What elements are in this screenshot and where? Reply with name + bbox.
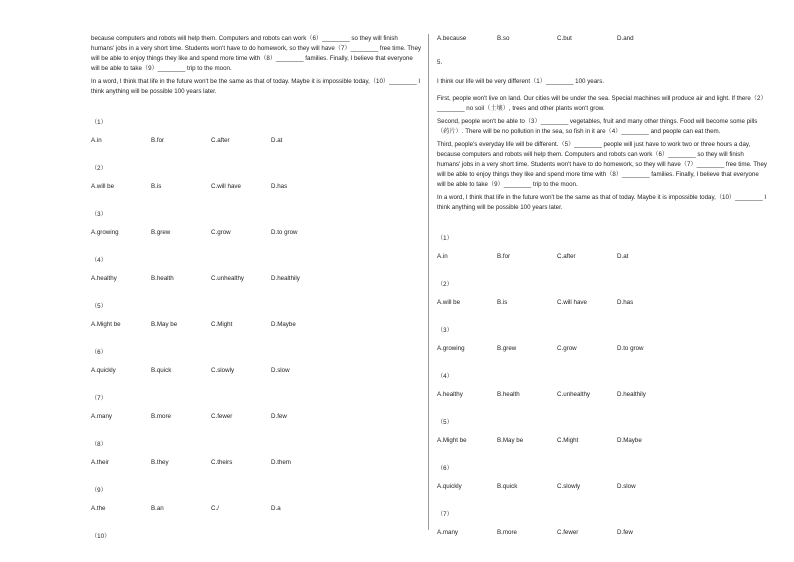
option-b: B.for <box>151 137 165 144</box>
question-block <box>91 440 421 468</box>
option-row <box>91 136 421 146</box>
question-block <box>437 418 767 446</box>
option-b: B.they <box>151 459 169 466</box>
passage-paragraph: First, people won't live on land. Our cities will be under the sea. Special machines will produce air and light. If there（2）________ no soil（土壤）, trees and other plants won't grow. <box>437 95 767 112</box>
option-c: C.unhealthy <box>211 275 245 282</box>
option-c: C.fewer <box>557 529 579 536</box>
option-b: B.quick <box>497 483 518 490</box>
option-d: D.and <box>617 35 634 42</box>
option-b: B.so <box>497 35 510 42</box>
column-divider <box>428 34 429 530</box>
option-a: A.Might be <box>437 437 467 444</box>
option-d: D.few <box>617 529 633 536</box>
passage-paragraph: I think our life will be very different（1）________ 100 years. <box>437 78 605 85</box>
option-b: B.is <box>497 299 508 306</box>
option-c: C.grow <box>557 345 577 352</box>
question-number: （6） <box>91 349 107 356</box>
option-b: B.May be <box>151 321 178 328</box>
question-number: （1） <box>91 119 107 126</box>
question-number: （10） <box>91 533 111 540</box>
question-number: （9） <box>91 487 107 494</box>
question-block <box>437 372 767 400</box>
option-row <box>91 274 421 284</box>
option-c: C.slowly <box>557 483 581 490</box>
option-a: A.growing <box>91 229 119 236</box>
option-d: D.to grow <box>271 229 298 236</box>
question-number: （4） <box>91 257 107 264</box>
option-c: C.unhealthy <box>557 391 591 398</box>
option-b: B.for <box>497 253 511 260</box>
option-a: A.in <box>91 137 102 144</box>
option-b: B.grew <box>497 345 517 352</box>
question-number: （4） <box>437 373 453 380</box>
option-row <box>437 298 767 308</box>
option-row <box>91 458 421 468</box>
option-c: C.grow <box>211 229 231 236</box>
option-a: A.their <box>91 459 109 466</box>
option-c: C.slowly <box>211 367 235 374</box>
question-block <box>91 348 421 376</box>
option-b: B.more <box>497 529 517 536</box>
option-a: A.will be <box>437 299 461 306</box>
option-c: C.after <box>557 253 576 260</box>
option-a: A.will be <box>91 183 115 190</box>
question-block <box>437 326 767 354</box>
option-row <box>91 366 421 376</box>
option-a: A.healthy <box>437 391 463 398</box>
option-c: C.theirs <box>211 459 233 466</box>
option-d: D.has <box>271 183 288 190</box>
option-c: C.after <box>211 137 230 144</box>
question-block <box>91 164 421 192</box>
option-row <box>437 482 767 492</box>
option-row <box>91 182 421 192</box>
passage-paragraph: Second, people won't be able to（3）________ vegetables, fruit and many other things. Food will become some pills（药片）. There will be no pollution in the sea, so fish in it are（4）________ and people can eat them. <box>437 118 758 135</box>
option-c: C.Might <box>211 321 233 328</box>
option-d: D.few <box>271 413 287 420</box>
option-row <box>437 252 767 262</box>
option-row <box>91 412 421 422</box>
option-row <box>91 228 421 238</box>
option-a: A.the <box>91 505 106 512</box>
question-block <box>437 280 767 308</box>
option-d: D.Maybe <box>617 437 642 444</box>
question-block <box>437 510 767 538</box>
option-a: A.because <box>437 35 467 42</box>
question-number: （2） <box>91 165 107 172</box>
option-d: D.has <box>617 299 634 306</box>
question-block <box>91 210 421 238</box>
option-b: B.health <box>497 391 520 398</box>
option-row <box>437 390 767 400</box>
question-block <box>91 118 421 146</box>
option-a: A.quickly <box>437 483 462 490</box>
option-b: B.more <box>151 413 171 420</box>
option-c: C.will have <box>557 299 587 306</box>
question-number: （8） <box>91 441 107 448</box>
option-d: D.at <box>271 137 283 144</box>
question-number: （5） <box>91 303 107 310</box>
option-b: B.quick <box>151 367 172 374</box>
option-d: D.to grow <box>617 345 644 352</box>
left-column <box>91 34 421 550</box>
question-block <box>91 256 421 284</box>
question-number: （3） <box>91 211 107 218</box>
option-row <box>437 344 767 354</box>
question-block <box>437 234 767 262</box>
question-number: （5） <box>437 419 453 426</box>
option-row <box>437 34 767 44</box>
question-number: （6） <box>437 465 453 472</box>
option-row <box>91 320 421 330</box>
option-a: A.many <box>91 413 112 420</box>
option-d: D.at <box>617 253 629 260</box>
option-b: B.health <box>151 275 174 282</box>
passage-paragraph: Third, people's everyday life will be different.（5）________ people will just have to work two or three hours a day, because computers and robots will help them. Computers and robots can work（6）________ so they will finish humans' jobs in a very short time. Students won't have to do homework, so they will have（7）________ free time. They will be able to enjoy things they like and spend more time with（8）________ families. Finally, I believe that everyone will be able to take（9）________ trip to the moon. <box>437 141 768 188</box>
passage-paragraph: because computers and robots will help them. Computers and robots can work（6）________ so they will finish humans' jobs in a very short time. Students won't have to do homework, so they will have（7）________ free time. They will be able to enjoy things they like and spend more time with（8）________ families. Finally, I believe that everyone will be able to take（9）________ trip to the moon. <box>91 35 422 72</box>
question-block <box>437 464 767 492</box>
right-column <box>437 34 767 538</box>
option-b: B.May be <box>497 437 524 444</box>
option-d: D.a <box>271 505 281 512</box>
option-d: D.them <box>271 459 291 466</box>
option-b: B.is <box>151 183 162 190</box>
question-number: （7） <box>437 511 453 518</box>
option-c: C./ <box>211 505 219 512</box>
option-d: D.healthily <box>617 391 646 398</box>
section-number: 5. <box>437 59 443 66</box>
question-block <box>91 302 421 330</box>
option-a: A.quickly <box>91 367 116 374</box>
option-c: C.but <box>557 35 572 42</box>
option-a: A.healthy <box>91 275 117 282</box>
option-b: B.grew <box>151 229 171 236</box>
option-d: D.healthily <box>271 275 300 282</box>
option-a: A.many <box>437 529 458 536</box>
option-c: C.will have <box>211 183 241 190</box>
option-a: A.growing <box>437 345 465 352</box>
option-c: C.fewer <box>211 413 233 420</box>
option-row <box>437 436 767 446</box>
passage-paragraph: In a word, I think that life in the future won't be the same as that of today. Maybe it is impossible today,（10）________ I think anything will be possible 100 years later. <box>91 78 421 95</box>
question-number: （7） <box>91 395 107 402</box>
option-a: A.Might be <box>91 321 121 328</box>
option-b: B.an <box>151 505 164 512</box>
option-row <box>437 528 767 538</box>
question-number: （1） <box>437 235 453 242</box>
option-c: C.Might <box>557 437 579 444</box>
option-row <box>91 504 421 514</box>
option-a: A.in <box>437 253 448 260</box>
question-block <box>91 394 421 422</box>
option-d: D.Maybe <box>271 321 296 328</box>
question-block <box>91 486 421 514</box>
option-d: D.slow <box>617 483 636 490</box>
option-d: D.slow <box>271 367 290 374</box>
passage-paragraph: In a word, I think that life in the future won't be the same as that of today. Maybe it is impossible today,（10）________ I think anything will be possible 100 years later. <box>437 194 767 211</box>
question-number: （2） <box>437 281 453 288</box>
question-number: （3） <box>437 327 453 334</box>
